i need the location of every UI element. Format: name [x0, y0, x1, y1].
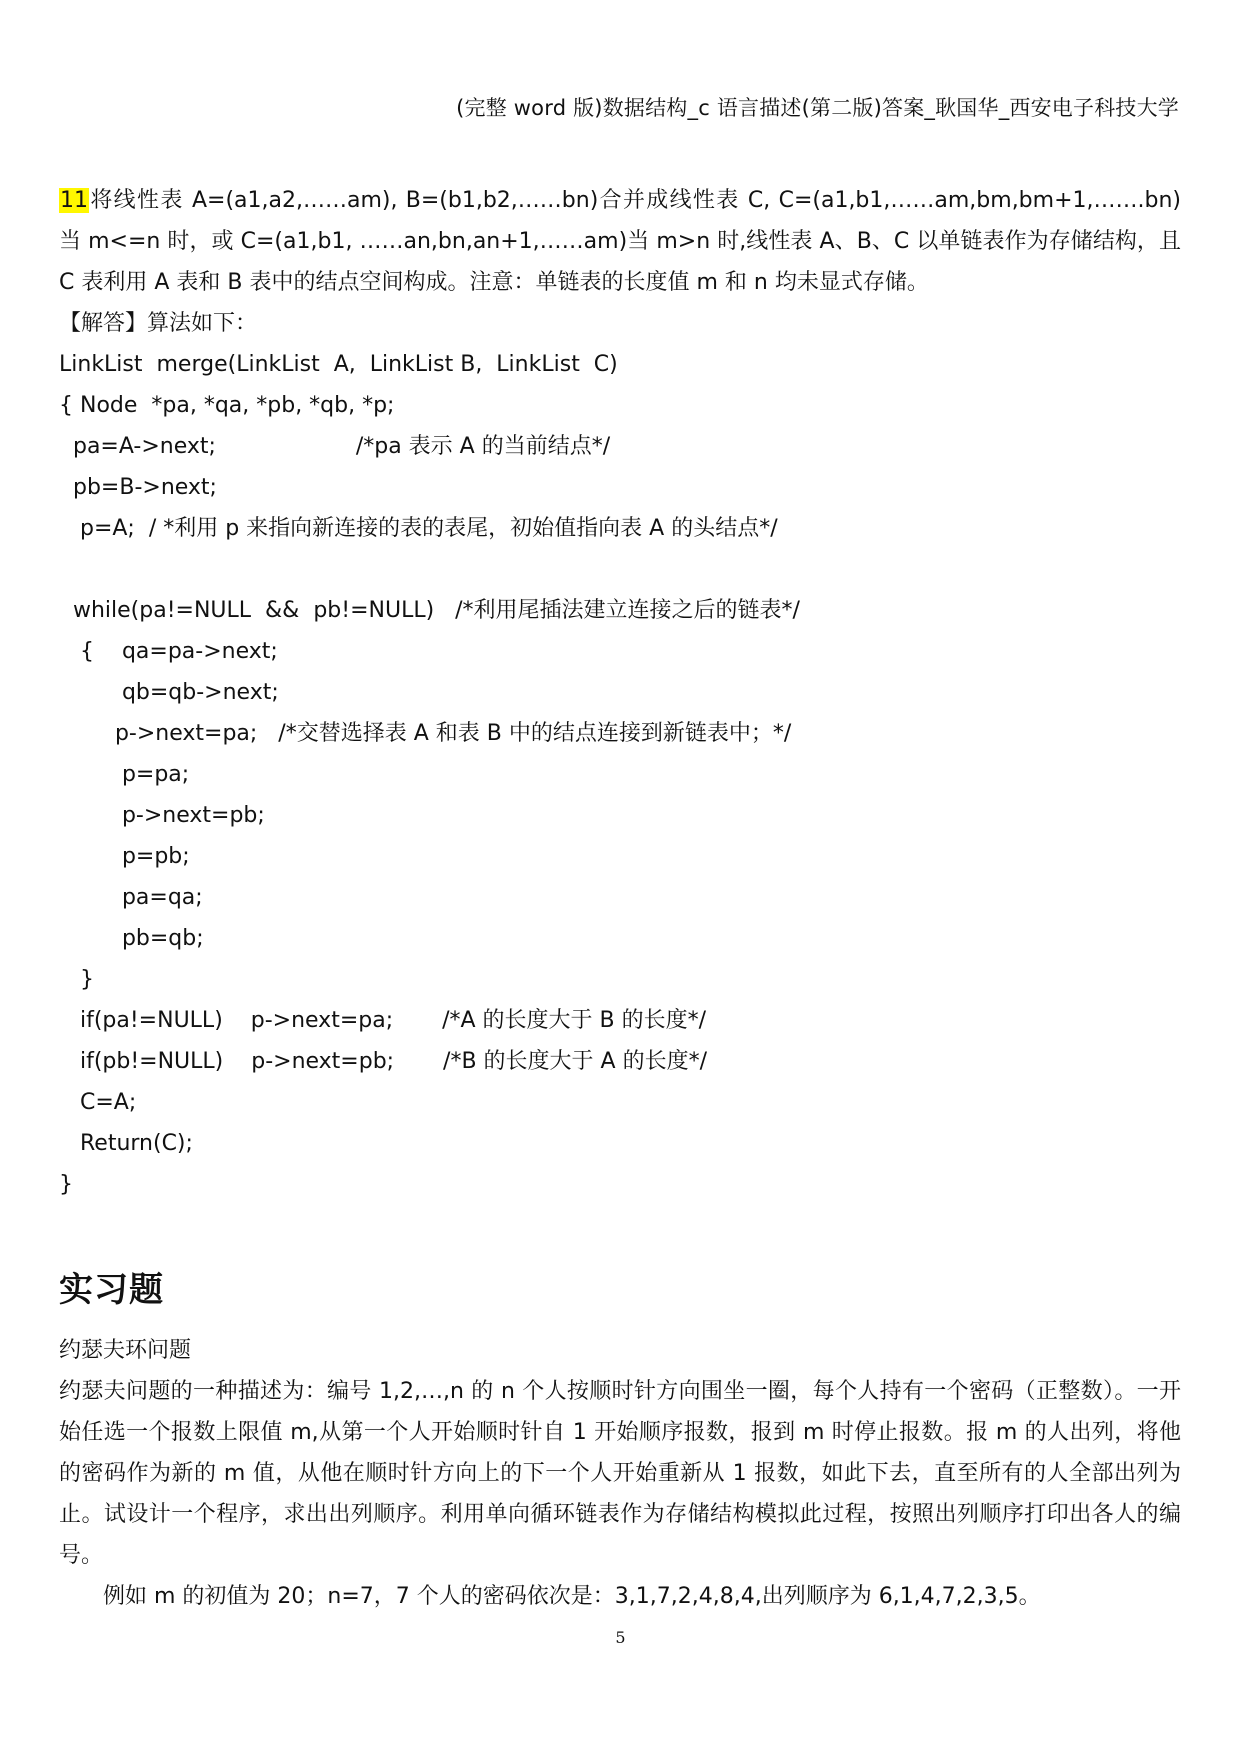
practice-subtitle: 约瑟夫环问题 — [59, 1338, 192, 1363]
code-line: if(pb!=NULL) p->next=pb; /*B 的长度大于 A 的长度*/ — [59, 1049, 707, 1074]
code-line: if(pa!=NULL) p->next=pa; /*A 的长度大于 B 的长度*/ — [59, 1008, 707, 1033]
code-line: pa=qa; — [59, 885, 203, 910]
code-line: Return(C); — [59, 1131, 193, 1156]
problem-block — [59, 180, 1181, 1205]
code-line: LinkList merge(LinkList A, LinkList B, LinkList C) — [59, 352, 618, 377]
code-line: p=pb; — [59, 844, 190, 869]
section-title: 实习题 — [59, 1270, 164, 1310]
code-line: pb=B->next; — [59, 475, 217, 500]
code-line: p->next=pb; — [59, 803, 265, 828]
code-line: p=pa; — [59, 762, 190, 787]
answer-label: 【解答】算法如下： — [59, 311, 258, 336]
code-line — [59, 549, 1181, 590]
practice-description: 约瑟夫问题的一种描述为：编号 1,2,…,n 的 n 个人按顺时针方向围坐一圈，每个人持有一个密码（正整数）。一开始任选一个报数上限值 m,从第一个人开始顺时针自 1 开始顺序报数，报到 m 时停止报数。报 m 的人出列，将他的密码作为新的 m 值，从他在顺时针方向上的下一个人开始重新从 1 报数，如此下去，直至所有的人全部出列为止。试设计一个程序，求出出列顺序。利用单向循环链表作为存储结构模拟此过程，按照出列顺序打印出各人的编号。 — [59, 1379, 1181, 1568]
code-line: C=A; — [59, 1090, 137, 1115]
code-line: p=A; / *利用 p 来指向新连接的表的表尾，初始值指向表 A 的头结点*/ — [59, 516, 778, 541]
practice-block — [59, 1330, 1181, 1617]
code-line: { qa=pa->next; — [59, 639, 278, 664]
problem-statement — [59, 180, 1181, 303]
code-line: } — [59, 1172, 73, 1197]
page-number: 5 — [615, 1628, 626, 1647]
code-line: while(pa!=NULL && pb!=NULL) /*利用尾插法建立连接之后的链表*/ — [59, 598, 800, 623]
code-line: qb=qb->next; — [59, 680, 279, 705]
question-number: 11 — [60, 188, 88, 213]
code-block — [59, 344, 1181, 1205]
code-line: p->next=pa; /*交替选择表 A 和表 B 中的结点连接到新链表中；*/ — [59, 721, 792, 746]
code-line: pb=qb; — [59, 926, 204, 951]
code-line: } — [59, 967, 94, 992]
code-line: { Node *pa, *qa, *pb, *qb, *p; — [59, 393, 395, 418]
problem-text: 将线性表 A=(a1,a2,……am), B=(b1,b2,……bn)合并成线性表 C, C=(a1,b1,……am,bm,bm+1,…….bn)当 m<=n 时，或 C=(a1,b1, ……an,bn,an+1,……am)当 m>n 时,线性表 A、B、C 以单链表作为存储结构，且 C 表利用 A 表和 B 表中的结点空间构成。注意：单链表的长度值 m 和 n 均未显式存储。 — [59, 188, 1181, 295]
code-line: pa=A->next; /*pa 表示 A 的当前结点*/ — [59, 434, 611, 459]
practice-example: 例如 m 的初值为 20；n=7，7 个人的密码依次是：3,1,7,2,4,8,4,出列顺序为 6,1,4,7,2,3,5。 — [103, 1584, 1041, 1609]
page-header: (完整 word 版)数据结构_c 语言描述(第二版)答案_耿国华_西安电子科技大学 — [456, 96, 1179, 120]
